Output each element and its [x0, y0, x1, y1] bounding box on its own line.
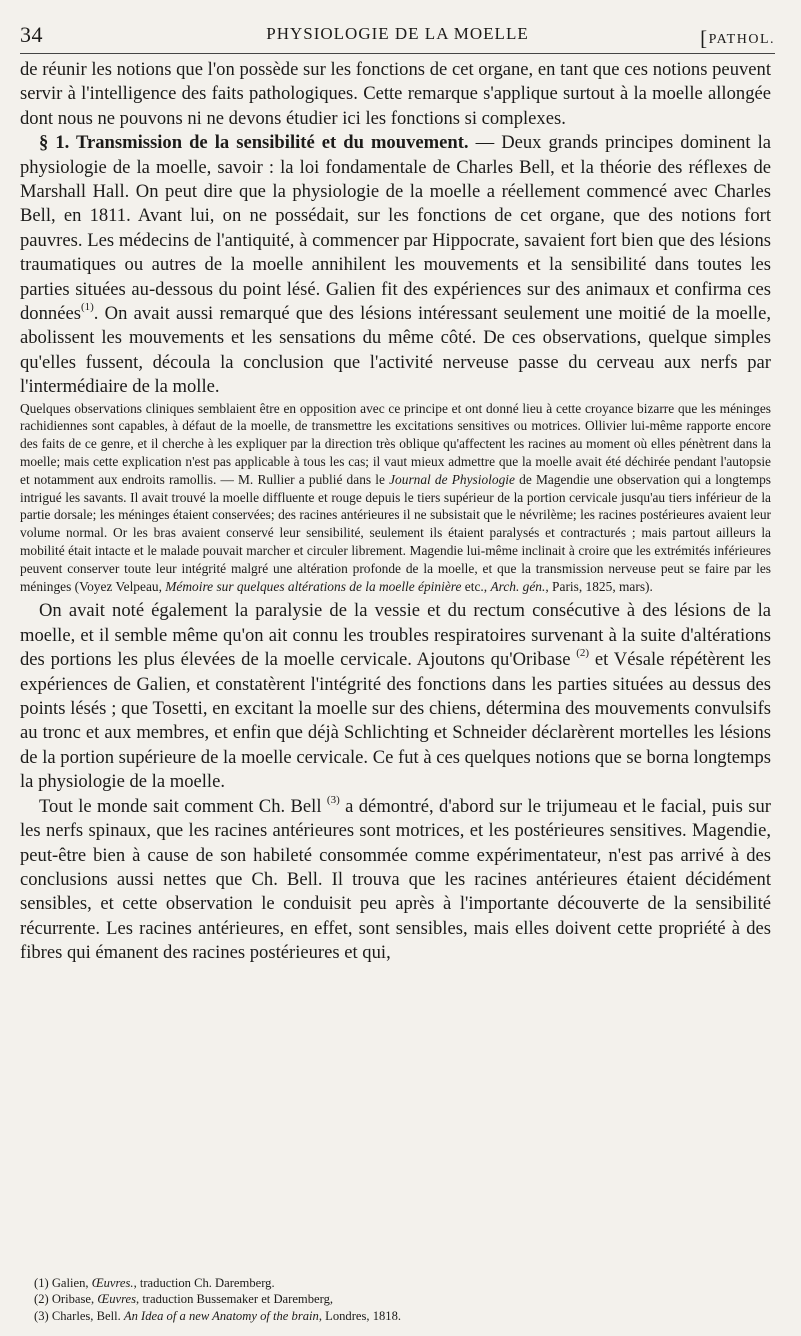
para3-text-a: On avait noté également la paralysie de la vessie et du rectum consécutive à des lésions de la moelle, et il semble même qu'on ait connu les troubles respiratoires survenant à la suite d'altérations des portions les plus élevées de la moelle cervicale. Ajoutons qu'Oribase — [20, 600, 771, 671]
paragraph-section-1 — [20, 131, 771, 399]
para4-text-a: Tout le monde sait comment Ch. Bell — [39, 795, 327, 817]
footnote-1-rest: , traduction Ch. Daremberg. — [133, 1276, 275, 1290]
footnote-3-rest: , Londres, 1818. — [318, 1308, 402, 1323]
section-heading: § 1. Transmission de la sensibilité et du mouvement. — [39, 132, 469, 154]
footnote-ref-2: (2) — [576, 647, 590, 660]
note-text-c: etc., — [461, 578, 491, 594]
paragraph-paralysis — [20, 599, 771, 794]
header-rule — [20, 53, 775, 54]
main-text — [20, 58, 771, 966]
footnote-2-rest: , traduction Bussemaker et Daremberg, — [136, 1292, 334, 1307]
footnote-1 — [34, 1275, 764, 1291]
footnote-2-work: Œuvres — [97, 1292, 137, 1307]
section-marker-label: PATHOL. — [708, 32, 775, 47]
footnote-ref-1: (1) — [80, 300, 94, 313]
small-print-note — [20, 400, 771, 596]
footnote-3-work: An Idea of a new Anatomy of the brain — [123, 1308, 319, 1323]
footnote-3-mark: (3) — [34, 1308, 49, 1323]
footnote-2-mark: (2) — [34, 1292, 49, 1307]
note-memoire-title: Mémoire sur quelques altérations de la moelle épinière — [165, 578, 462, 594]
footnote-3-author: Charles, Bell. — [48, 1308, 124, 1323]
running-title: PHYSIOLOGIE DE LA MOELLE — [266, 24, 529, 43]
note-text-a: Quelques observations cliniques semblaient être en opposition avec ce principe et ont donné lieu à cette croyance bizarre que les méninges rachidiennes sont capables, à défaut de la moelle, de transmettre les excitations sensitives ou motrices. Ollivier lui-même rapporte encore des faits de ce genre, et il cherche à les expliquer par la direction très oblique qu'affectent les racines au moment où elles pénètrent dans la moelle; mais cette explication n'est pas applicable à tous les cas; il vaut mieux admettre que la moelle avait été déchirée pendant l'autopsie et notamment aux endroits ramollis. — M. Rullier a publié dans le — [20, 400, 771, 487]
para3-text-b: et Vésale répétèrent les expériences de Galien, et constatèrent l'intégrité des fonctions dans les parties situées au dessus des points lésés ; que Tosetti, en excitant la moelle sur des chiens, détermina des mouvements convulsifs au tronc et aux membres, et enfin que déjà Schlichting et Schneider déclarèrent mortelles les lésions de la portion supérieure de la moelle cervicale. Ce fut à ces quelques notions que se borna longtemps la physiologie de la moelle. — [20, 649, 771, 793]
section-marker: [PATHOL. — [700, 26, 775, 50]
footnote-1-work: Œuvres. — [91, 1276, 134, 1290]
footnote-1-author: Galien, — [48, 1276, 92, 1290]
note-text-b: de Magendie une observation qui a longtemps intrigué les savants. Il avait trouvé la moelle diffluente et rouge depuis le tiers supérieur de la portion cervicale jusqu'au tiers inférieur de la partie dorsale; les méninges étaient conservées; des racines antérieures il ne subsistait que le névrilème; les racines postérieures avaient leur volume normal. Or les bras avaient conservé leur sensibilité, seulement ils étaient paralysés et contracturés ; mais partout ailleurs la mobilité était intacte et le malade pouvait marcher et circuler librement. Magendie lui-même inclinait à croire que les extrémités inférieures peuvent conserver toute leur intégrité malgré une altération profonde de la moelle, et que la transmission nerveuse peut se faire par les méninges (Voyez Velpeau, — [20, 471, 771, 594]
footnote-ref-3: (3) — [326, 793, 340, 806]
paragraph-intro: de réunir les notions que l'on possède sur les fonctions de cet organe, en tant que ces notions peuvent servir à l'intelligence des faits pathologiques. Cette remarque s'applique surtout à la moelle allongée dont nous ne pouvons ni ne devons étudier ici les fonctions si complexes. — [20, 59, 771, 129]
note-text-d: , Paris, 1825, mars). — [545, 578, 653, 594]
paragraph-bell — [20, 795, 771, 966]
para4-text-b: a démontré, d'abord sur le trijumeau et le facial, puis sur les nerfs spinaux, que les racines antérieures sont motrices, et les postérieures sensitives. Magendie, peut-être bien à cause de son habileté consommée comme expérimentateur, n'est pas arrivé à des conclusions aussi nettes que Ch. Bell. Il trouva que les racines antérieures étaient décidément sensibles, et cette observation le conduisit peu après à l'importante découverte de la sensibilité récurrente. Les racines antérieures, en effet, sont sensibles, mais elles doivent cette propriété à des fibres qui émanent des racines postérieures et qui, — [20, 795, 771, 964]
section-text-b: . On avait aussi remarqué que des lésions intéressant seulement une moitié de la moelle, abolissent les mouvements et les sensations du même côté. De ces observations, quelque simples qu'elles fussent, découla la conclusion que l'activité nerveuse passe du cerveau aux nerfs par l'intermédiaire de la molle. — [20, 303, 771, 398]
page-number: 34 — [20, 22, 43, 47]
footnotes — [34, 1275, 764, 1324]
running-header — [20, 8, 775, 48]
section-text-a: — Deux grands principes dominent la physiologie de la moelle, savoir : la loi fondamentale de Charles Bell, et la théorie des réflexes de Marshall Hall. On peut dire que la physiologie de la moelle a réellement commencé avec Charles Bell, en 1811. Avant lui, on ne possédait, sur les fonctions de cet organe, que des notions fort pauvres. Les médecins de l'antiquité, à commencer par Hippocrate, savaient fort bien que des lésions traumatiques ou autres de la moelle annihilent les mouvements et la sensibilité dans toutes les parties situées au-dessous du point lésé. Galien fit des expériences sur des animaux et confirma ces données — [20, 132, 771, 325]
note-journal-title: Journal de Physiologie — [389, 471, 515, 487]
footnote-3 — [34, 1308, 764, 1324]
footnote-1-mark: (1) — [34, 1276, 49, 1290]
footnote-2 — [34, 1291, 764, 1307]
footnote-2-author: Oribase, — [48, 1292, 98, 1307]
note-arch-title: Arch. gén. — [490, 578, 546, 594]
